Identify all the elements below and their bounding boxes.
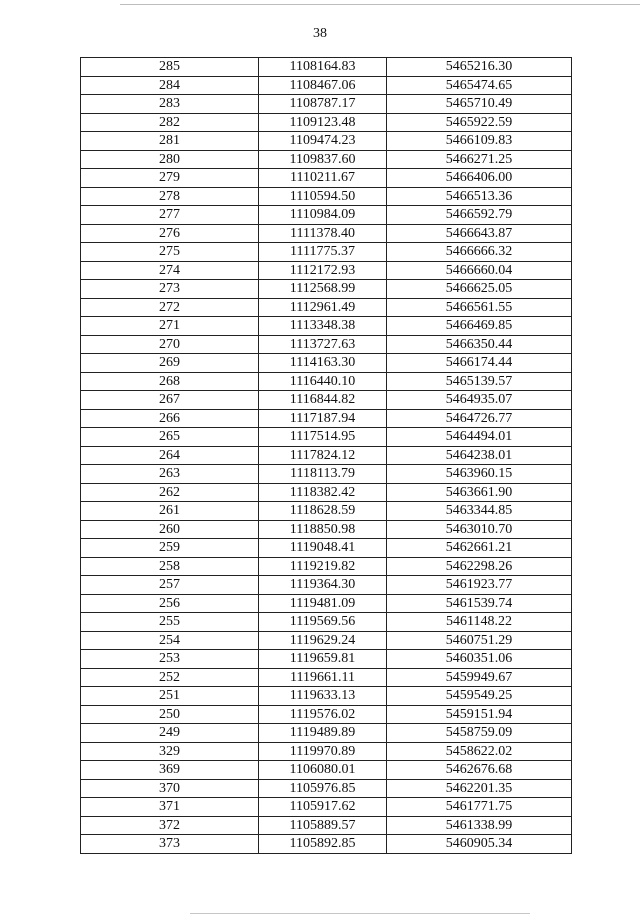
y-coordinate-cell: 5460351.06: [387, 650, 572, 669]
y-coordinate-cell: 5462201.35: [387, 779, 572, 798]
point-number-cell: 251: [81, 687, 259, 706]
x-coordinate-cell: 1119629.24: [259, 631, 387, 650]
x-coordinate-cell: 1109837.60: [259, 150, 387, 169]
point-number-cell: 369: [81, 761, 259, 780]
point-number-cell: 372: [81, 816, 259, 835]
table-row: [81, 58, 572, 77]
point-number-cell: 256: [81, 594, 259, 613]
table-row: [81, 816, 572, 835]
y-coordinate-cell: 5464494.01: [387, 428, 572, 447]
point-number-cell: 266: [81, 409, 259, 428]
table-row: [81, 391, 572, 410]
y-coordinate-cell: 5465710.49: [387, 95, 572, 114]
y-coordinate-cell: 5463010.70: [387, 520, 572, 539]
y-coordinate-cell: 5465922.59: [387, 113, 572, 132]
table-row: [81, 428, 572, 447]
scan-bottom-edge-line: [190, 913, 530, 914]
point-number-cell: 268: [81, 372, 259, 391]
point-number-cell: 284: [81, 76, 259, 95]
y-coordinate-cell: 5461148.22: [387, 613, 572, 632]
table-row: [81, 742, 572, 761]
y-coordinate-cell: 5465216.30: [387, 58, 572, 77]
table-row: [81, 576, 572, 595]
x-coordinate-cell: 1119569.56: [259, 613, 387, 632]
table-row: [81, 317, 572, 336]
page-number: 38: [313, 26, 327, 41]
x-coordinate-cell: 1118382.42: [259, 483, 387, 502]
table-row: [81, 150, 572, 169]
table-row: [81, 650, 572, 669]
table-row: [81, 280, 572, 299]
x-coordinate-cell: 1111775.37: [259, 243, 387, 262]
y-coordinate-cell: 5466406.00: [387, 169, 572, 188]
y-coordinate-cell: 5466174.44: [387, 354, 572, 373]
y-coordinate-cell: 5462298.26: [387, 557, 572, 576]
y-coordinate-cell: 5466513.36: [387, 187, 572, 206]
x-coordinate-cell: 1110594.50: [259, 187, 387, 206]
point-number-cell: 258: [81, 557, 259, 576]
x-coordinate-cell: 1105976.85: [259, 779, 387, 798]
point-number-cell: 262: [81, 483, 259, 502]
x-coordinate-cell: 1106080.01: [259, 761, 387, 780]
table-row: [81, 261, 572, 280]
table-row: [81, 354, 572, 373]
point-number-cell: 283: [81, 95, 259, 114]
x-coordinate-cell: 1111378.40: [259, 224, 387, 243]
y-coordinate-cell: 5466350.44: [387, 335, 572, 354]
x-coordinate-cell: 1118850.98: [259, 520, 387, 539]
scan-top-edge-line: [120, 4, 640, 5]
table-row: [81, 243, 572, 262]
y-coordinate-cell: 5460751.29: [387, 631, 572, 650]
point-number-cell: 252: [81, 668, 259, 687]
x-coordinate-cell: 1117187.94: [259, 409, 387, 428]
table-row: [81, 187, 572, 206]
point-number-cell: 250: [81, 705, 259, 724]
table-row: [81, 687, 572, 706]
coordinates-table-body: [81, 58, 572, 854]
table-row: [81, 557, 572, 576]
y-coordinate-cell: 5458622.02: [387, 742, 572, 761]
table-row: [81, 335, 572, 354]
x-coordinate-cell: 1113727.63: [259, 335, 387, 354]
y-coordinate-cell: 5466469.85: [387, 317, 572, 336]
y-coordinate-cell: 5466271.25: [387, 150, 572, 169]
table-row: [81, 298, 572, 317]
x-coordinate-cell: 1116440.10: [259, 372, 387, 391]
point-number-cell: 249: [81, 724, 259, 743]
table-row: [81, 95, 572, 114]
x-coordinate-cell: 1116844.82: [259, 391, 387, 410]
y-coordinate-cell: 5462676.68: [387, 761, 572, 780]
point-number-cell: 275: [81, 243, 259, 262]
point-number-cell: 261: [81, 502, 259, 521]
table-row: [81, 594, 572, 613]
x-coordinate-cell: 1117824.12: [259, 446, 387, 465]
point-number-cell: 274: [81, 261, 259, 280]
table-row: [81, 206, 572, 225]
y-coordinate-cell: 5459949.67: [387, 668, 572, 687]
y-coordinate-cell: 5459549.25: [387, 687, 572, 706]
point-number-cell: 281: [81, 132, 259, 151]
point-number-cell: 273: [81, 280, 259, 299]
x-coordinate-cell: 1105917.62: [259, 798, 387, 817]
table-row: [81, 409, 572, 428]
table-row: [81, 132, 572, 151]
table-row: [81, 798, 572, 817]
point-number-cell: 278: [81, 187, 259, 206]
x-coordinate-cell: 1119633.13: [259, 687, 387, 706]
table-row: [81, 631, 572, 650]
table-row: [81, 761, 572, 780]
point-number-cell: 269: [81, 354, 259, 373]
y-coordinate-cell: 5466666.32: [387, 243, 572, 262]
table-row: [81, 613, 572, 632]
point-number-cell: 270: [81, 335, 259, 354]
point-number-cell: 276: [81, 224, 259, 243]
point-number-cell: 280: [81, 150, 259, 169]
table-row: [81, 446, 572, 465]
y-coordinate-cell: 5465139.57: [387, 372, 572, 391]
x-coordinate-cell: 1119576.02: [259, 705, 387, 724]
point-number-cell: 272: [81, 298, 259, 317]
table-row: [81, 465, 572, 484]
x-coordinate-cell: 1119364.30: [259, 576, 387, 595]
x-coordinate-cell: 1108164.83: [259, 58, 387, 77]
table-row: [81, 502, 572, 521]
y-coordinate-cell: 5466109.83: [387, 132, 572, 151]
point-number-cell: 277: [81, 206, 259, 225]
y-coordinate-cell: 5464935.07: [387, 391, 572, 410]
x-coordinate-cell: 1119219.82: [259, 557, 387, 576]
table-row: [81, 835, 572, 854]
x-coordinate-cell: 1110211.67: [259, 169, 387, 188]
x-coordinate-cell: 1109474.23: [259, 132, 387, 151]
x-coordinate-cell: 1119659.81: [259, 650, 387, 669]
table-row: [81, 483, 572, 502]
y-coordinate-cell: 5466592.79: [387, 206, 572, 225]
point-number-cell: 373: [81, 835, 259, 854]
x-coordinate-cell: 1119481.09: [259, 594, 387, 613]
point-number-cell: 271: [81, 317, 259, 336]
table-row: [81, 539, 572, 558]
y-coordinate-cell: 5463960.15: [387, 465, 572, 484]
point-number-cell: 285: [81, 58, 259, 77]
y-coordinate-cell: 5461771.75: [387, 798, 572, 817]
point-number-cell: 263: [81, 465, 259, 484]
table-row: [81, 520, 572, 539]
point-number-cell: 253: [81, 650, 259, 669]
point-number-cell: 370: [81, 779, 259, 798]
x-coordinate-cell: 1119661.11: [259, 668, 387, 687]
x-coordinate-cell: 1112568.99: [259, 280, 387, 299]
point-number-cell: 255: [81, 613, 259, 632]
table-row: [81, 668, 572, 687]
y-coordinate-cell: 5463661.90: [387, 483, 572, 502]
x-coordinate-cell: 1119489.89: [259, 724, 387, 743]
x-coordinate-cell: 1118113.79: [259, 465, 387, 484]
table-row: [81, 724, 572, 743]
point-number-cell: 371: [81, 798, 259, 817]
y-coordinate-cell: 5465474.65: [387, 76, 572, 95]
point-number-cell: 265: [81, 428, 259, 447]
point-number-cell: 254: [81, 631, 259, 650]
point-number-cell: 259: [81, 539, 259, 558]
y-coordinate-cell: 5458759.09: [387, 724, 572, 743]
y-coordinate-cell: 5463344.85: [387, 502, 572, 521]
y-coordinate-cell: 5461539.74: [387, 594, 572, 613]
y-coordinate-cell: 5460905.34: [387, 835, 572, 854]
point-number-cell: 279: [81, 169, 259, 188]
y-coordinate-cell: 5461338.99: [387, 816, 572, 835]
x-coordinate-cell: 1105892.85: [259, 835, 387, 854]
x-coordinate-cell: 1109123.48: [259, 113, 387, 132]
x-coordinate-cell: 1108467.06: [259, 76, 387, 95]
x-coordinate-cell: 1108787.17: [259, 95, 387, 114]
x-coordinate-cell: 1112961.49: [259, 298, 387, 317]
y-coordinate-cell: 5466561.55: [387, 298, 572, 317]
point-number-cell: 282: [81, 113, 259, 132]
x-coordinate-cell: 1112172.93: [259, 261, 387, 280]
x-coordinate-cell: 1119048.41: [259, 539, 387, 558]
y-coordinate-cell: 5461923.77: [387, 576, 572, 595]
x-coordinate-cell: 1119970.89: [259, 742, 387, 761]
table-row: [81, 705, 572, 724]
x-coordinate-cell: 1113348.38: [259, 317, 387, 336]
table-row: [81, 169, 572, 188]
coordinates-table: [80, 57, 572, 854]
table-row: [81, 372, 572, 391]
y-coordinate-cell: 5459151.94: [387, 705, 572, 724]
table-row: [81, 76, 572, 95]
y-coordinate-cell: 5464726.77: [387, 409, 572, 428]
y-coordinate-cell: 5466625.05: [387, 280, 572, 299]
y-coordinate-cell: 5462661.21: [387, 539, 572, 558]
x-coordinate-cell: 1114163.30: [259, 354, 387, 373]
x-coordinate-cell: 1118628.59: [259, 502, 387, 521]
point-number-cell: 264: [81, 446, 259, 465]
point-number-cell: 257: [81, 576, 259, 595]
table-row: [81, 779, 572, 798]
y-coordinate-cell: 5466660.04: [387, 261, 572, 280]
x-coordinate-cell: 1105889.57: [259, 816, 387, 835]
table-row: [81, 224, 572, 243]
point-number-cell: 267: [81, 391, 259, 410]
y-coordinate-cell: 5464238.01: [387, 446, 572, 465]
x-coordinate-cell: 1117514.95: [259, 428, 387, 447]
x-coordinate-cell: 1110984.09: [259, 206, 387, 225]
table-row: [81, 113, 572, 132]
y-coordinate-cell: 5466643.87: [387, 224, 572, 243]
point-number-cell: 329: [81, 742, 259, 761]
point-number-cell: 260: [81, 520, 259, 539]
